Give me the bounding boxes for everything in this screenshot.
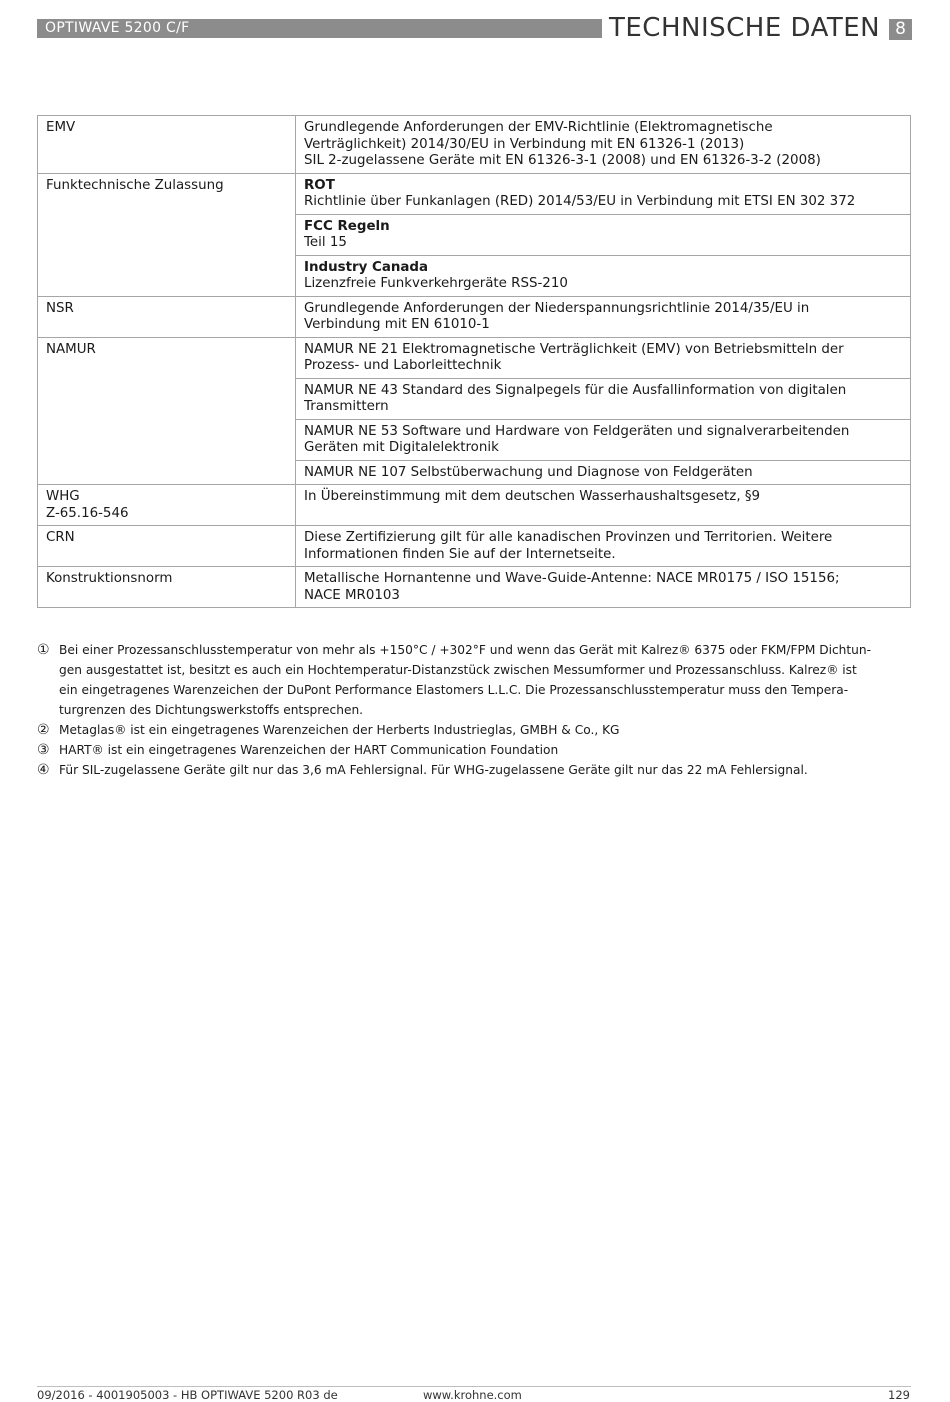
footnote-line: gen ausgestattet ist, besitzt es auch ein Hochtemperatur-Distanzstück zwischen Messumformer und Prozessanschluss. Kalrez® ist	[59, 663, 857, 677]
chapter-number: 8	[889, 19, 912, 40]
footnote-line: ein eingetragenes Warenzeichen der DuPont Performance Elastomers L.L.C. Die Prozessanschlusstemperatur muss den Tempera-	[59, 683, 849, 697]
row-label: Funktechnische Zulassung	[38, 173, 296, 296]
table-row	[38, 337, 911, 378]
footnote-marker: ③	[37, 742, 50, 758]
row-label	[38, 485, 296, 526]
row-value	[296, 337, 911, 378]
label-line: WHG	[46, 489, 80, 504]
value-line: Diese Zertifizierung gilt für alle kanadischen Provinzen und Territorien. Weitere	[304, 530, 833, 545]
footnote-line: Bei einer Prozessanschlusstemperatur von mehr als +150°C / +302°F und wenn das Gerät mit Kalrez® 6375 oder FKM/FPM Dichtun-	[59, 643, 872, 657]
footer-divider	[37, 1386, 911, 1387]
footnote-line: turgrenzen des Dichtungswerkstoffs entsprechen.	[59, 703, 364, 717]
footnote-line: Für SIL-zugelassene Geräte gilt nur das 3,6 mA Fehlersignal. Für WHG-zugelassene Geräte gilt nur das 22 mA Fehlersignal.	[59, 763, 808, 777]
value-line: NAMUR NE 53 Software und Hardware von Feldgeräten und signalverarbeitenden	[304, 423, 850, 439]
value-line: Lizenzfreie Funkverkehrgeräte RSS-210	[304, 276, 568, 291]
website-link[interactable]: www.krohne.com	[423, 1388, 522, 1402]
table-row	[38, 116, 911, 174]
value-line: NAMUR NE 21 Elektromagnetische Verträglichkeit (EMV) von Betriebsmitteln der	[304, 341, 844, 357]
value-line: NAMUR NE 107 Selbstüberwachung und Diagnose von Feldgeräten	[304, 464, 753, 480]
row-value	[296, 526, 911, 567]
value-line: Geräten mit Digitalelektronik	[304, 440, 499, 455]
table-row	[38, 526, 911, 567]
row-value	[296, 296, 911, 337]
row-label: Konstruktionsnorm	[38, 567, 296, 608]
document-reference: 09/2016 - 4001905003 - HB OPTIWAVE 5200 R03 de	[37, 1388, 338, 1402]
footnote	[37, 640, 911, 720]
label-line: Z-65.16-546	[46, 505, 129, 521]
value-line: Grundlegende Anforderungen der Niederspannungsrichtlinie 2014/35/EU in	[304, 300, 810, 316]
value-line: Informationen finden Sie auf der Internetseite.	[304, 546, 616, 562]
value-line: Transmittern	[304, 399, 389, 414]
row-label: EMV	[38, 116, 296, 174]
page-header	[37, 15, 912, 45]
footnotes	[37, 640, 911, 780]
row-label: NSR	[38, 296, 296, 337]
footnote-marker: ①	[37, 642, 50, 658]
section-title: TECHNISCHE DATEN	[609, 13, 881, 43]
value-line: Prozess- und Laborleittechnik	[304, 358, 502, 373]
row-value	[296, 173, 911, 214]
value-line: NAMUR NE 43 Standard des Signalpegels für die Ausfallinformation von digitalen	[304, 382, 847, 398]
approvals-table	[37, 115, 911, 608]
table-row	[38, 296, 911, 337]
row-value	[296, 419, 911, 460]
value-line: SIL 2-zugelassene Geräte mit EN 61326-3-1 (2008) und EN 61326-3-2 (2008)	[304, 153, 821, 168]
row-value	[296, 116, 911, 174]
value-heading: ROT	[304, 177, 335, 193]
footnote	[37, 740, 911, 760]
product-name: OPTIWAVE 5200 C/F	[37, 19, 602, 38]
footnote-line: HART® ist ein eingetragenes Warenzeichen der HART Communication Foundation	[59, 743, 559, 757]
row-value	[296, 485, 911, 526]
row-value	[296, 255, 911, 296]
value-line: Verträglichkeit) 2014/30/EU in Verbindung mit EN 61326-1 (2013)	[304, 136, 745, 152]
row-label: NAMUR	[38, 337, 296, 485]
row-value	[296, 378, 911, 419]
footnote-marker: ④	[37, 762, 50, 778]
value-line: NACE MR0103	[304, 587, 400, 603]
table-row	[38, 567, 911, 608]
value-line: Verbindung mit EN 61010-1	[304, 317, 490, 332]
table-row	[38, 485, 911, 526]
value-line: In Übereinstimmung mit dem deutschen Wasserhaushaltsgesetz, §9	[304, 489, 761, 504]
row-value	[296, 567, 911, 608]
row-value	[296, 460, 911, 485]
value-line: Richtlinie über Funkanlagen (RED) 2014/53/EU in Verbindung mit ETSI EN 302 372	[304, 194, 856, 209]
value-heading: Industry Canada	[304, 259, 429, 275]
row-value	[296, 214, 911, 255]
row-label: CRN	[38, 526, 296, 567]
footnote-line: Metaglas® ist ein eingetragenes Warenzeichen der Herberts Industrieglas, GMBH & Co., KG	[59, 723, 620, 737]
table-row	[38, 173, 911, 214]
value-line: Metallische Hornantenne und Wave-Guide-Antenne: NACE MR0175 / ISO 15156;	[304, 571, 840, 586]
value-line: Grundlegende Anforderungen der EMV-Richtlinie (Elektromagnetische	[304, 120, 773, 135]
footnote	[37, 720, 911, 740]
value-heading: FCC Regeln	[304, 218, 390, 234]
page-number: 129	[888, 1388, 910, 1402]
footnote	[37, 760, 911, 780]
value-line: Teil 15	[304, 235, 347, 250]
footnote-marker: ②	[37, 722, 50, 738]
